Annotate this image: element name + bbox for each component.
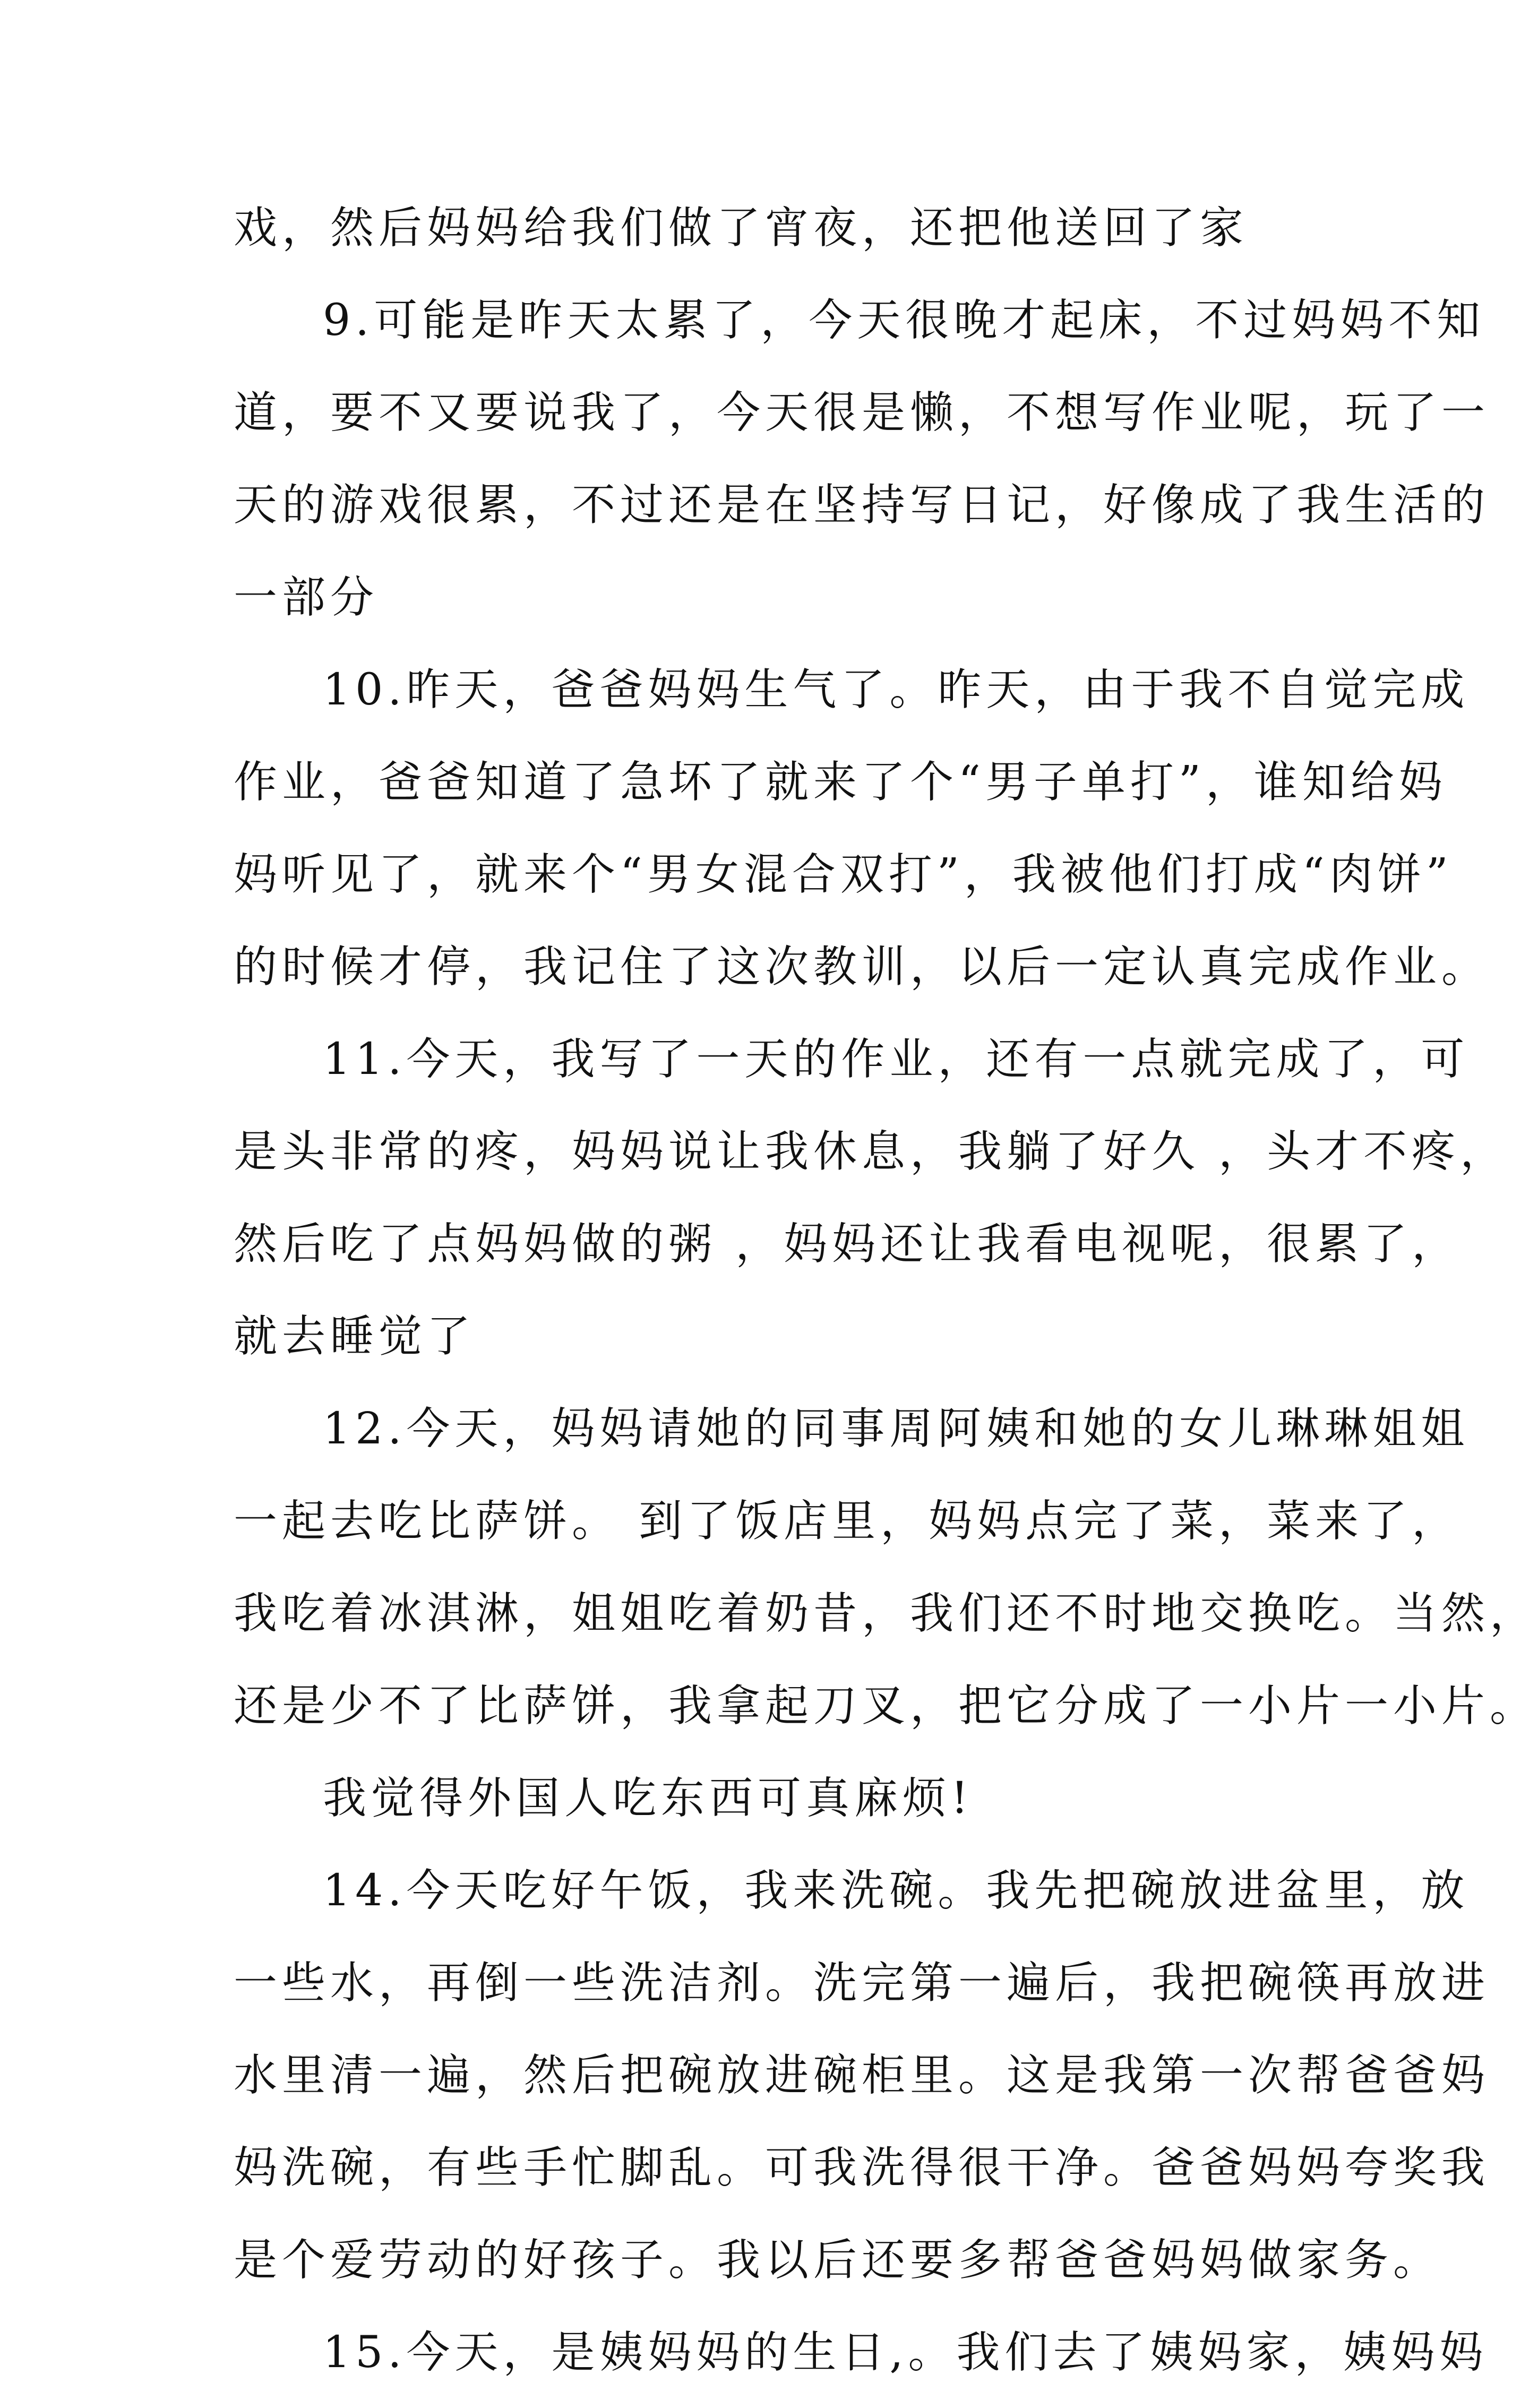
diary-text <box>234 191 1538 2408</box>
text-line: 妈洗碗，有些手忙脚乱。可我洗得很干净。爸爸妈妈夸奖我 <box>234 2143 1490 2193</box>
text-line: 我吃着冰淇淋，姐姐吃着奶昔，我们还不时地交换吃。当然， <box>234 1588 1538 1639</box>
text-line: 是头非常的疼，妈妈说让我休息，我躺了好久 ，头才不疼， <box>234 1126 1509 1177</box>
text-line: 一部分 <box>234 572 379 623</box>
text-line: 水里清一遍，然后把碗放进碗柜里。这是我第一次帮爸爸妈 <box>234 2050 1490 2101</box>
entry-14-start: 14.今天吃好午饭，我来洗碗。我先把碗放进盆里，放 <box>323 1865 1470 1916</box>
text-line: 妈听见了，就来个“男女混合双打”，我被他们打成“肉饼” <box>234 849 1453 900</box>
text-line: 然后吃了点妈妈做的粥 ，妈妈还让我看电视呢，很累了， <box>234 1219 1460 1269</box>
text-line: 作业，爸爸知道了急坏了就来了个“男子单打”，谁知给妈 <box>234 757 1447 807</box>
text-line: 我觉得外国人吃东西可真麻烦! <box>323 1773 973 1824</box>
entry-9-start: 9.可能是昨天太累了，今天很晚才起床，不过妈妈不知 <box>323 295 1485 346</box>
text-line: 是个爱劳动的好孩子。我以后还要多帮爸爸妈妈做家务。 <box>234 2235 1442 2285</box>
entry-10-start: 10.昨天，爸爸妈妈生气了。昨天，由于我不自觉完成 <box>323 665 1470 715</box>
entry-11-start: 11.今天，我写了一天的作业，还有一点就完成了，可 <box>323 1034 1470 1085</box>
text-line: 就去睡觉了 <box>234 1311 476 1362</box>
text-line: 天的游戏很累，不过还是在坚持写日记，好像成了我生活的 <box>234 480 1490 530</box>
text-line: 一些水，再倒一些洗洁剂。洗完第一遍后，我把碗筷再放进 <box>234 1958 1490 2008</box>
entry-15-start: 15.今天，是姨妈妈的生日,。我们去了姨妈家，姨妈妈 <box>323 2327 1488 2378</box>
text-line: 戏，然后妈妈给我们做了宵夜，还把他送回了家 <box>234 203 1249 253</box>
text-line: 道，要不又要说我了，今天很是懒，不想写作业呢，玩了一 <box>234 388 1490 438</box>
text-line: 一起去吃比萨饼。 到了饭店里，妈妈点完了菜，菜来了， <box>234 1496 1460 1546</box>
text-line: 还是少不了比萨饼，我拿起刀叉，把它分成了一小片一小片。 <box>234 1681 1538 1731</box>
text-line: 的时候才停，我记住了这次教训，以后一定认真完成作业。 <box>234 942 1490 992</box>
entry-12-start: 12.今天，妈妈请她的同事周阿姨和她的女儿琳琳姐姐 <box>323 1404 1470 1454</box>
